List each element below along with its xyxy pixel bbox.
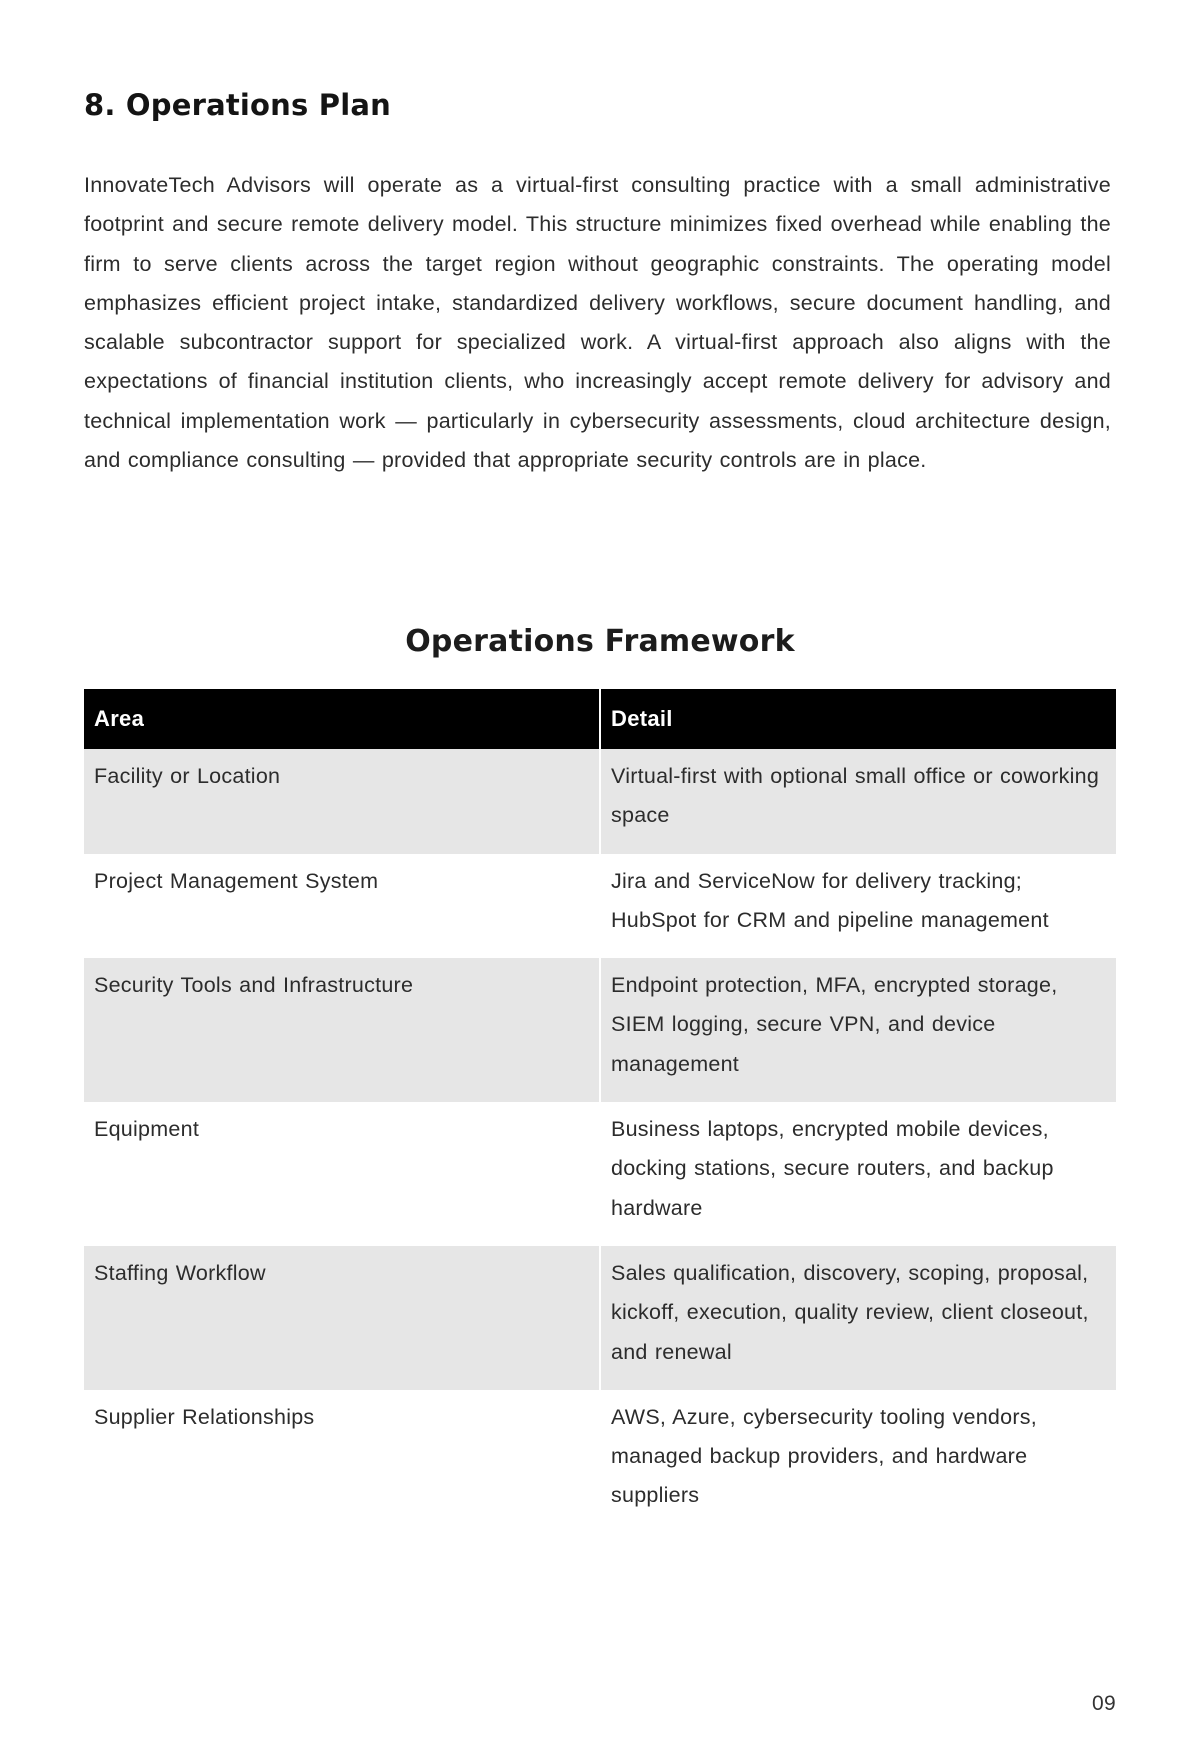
table-row <box>84 1246 1116 1390</box>
table-header-row <box>84 689 1116 749</box>
table-row <box>84 854 1116 959</box>
column-header-detail: Detail <box>600 689 1116 749</box>
detail-cell: Endpoint protection, MFA, encrypted storage, SIEM logging, secure VPN, and device management <box>600 958 1116 1102</box>
table-row <box>84 1390 1116 1534</box>
area-cell: Facility or Location <box>84 749 600 854</box>
detail-cell: Sales qualification, discovery, scoping, proposal, kickoff, execution, quality review, client closeout, and renewal <box>600 1246 1116 1390</box>
section-heading: 8. Operations Plan <box>84 88 391 122</box>
detail-cell: Jira and ServiceNow for delivery tracking; HubSpot for CRM and pipeline management <box>600 854 1116 959</box>
table-row <box>84 958 1116 1102</box>
area-cell: Security Tools and Infrastructure <box>84 958 600 1102</box>
area-cell: Equipment <box>94 1117 200 1142</box>
operations-framework-table <box>84 689 1116 1534</box>
area-cell: Project Management System <box>94 868 379 893</box>
detail-cell: AWS, Azure, cybersecurity tooling vendors, managed backup providers, and hardware suppliers <box>600 1390 1116 1534</box>
table-row <box>84 1102 1116 1246</box>
page-number: 09 <box>1092 1692 1116 1715</box>
area-cell: Staffing Workflow <box>84 1246 600 1390</box>
detail-cell: Business laptops, encrypted mobile devices, docking stations, secure routers, and backup hardware <box>600 1102 1116 1246</box>
column-header-area: Area <box>84 689 600 749</box>
detail-cell: Virtual-first with optional small office or coworking space <box>600 749 1116 854</box>
area-cell: Supplier Relationships <box>94 1404 315 1429</box>
table-row <box>84 749 1116 854</box>
intro-paragraph: InnovateTech Advisors will operate as a virtual-first consulting practice with a small administrative footprint and secure remote delivery model. This structure minimizes fixed overhead while enabling the firm to serve clients across the target region without geographic constraints. The operating model emphasizes efficient project intake, standardized delivery workflows, secure document handling, and scalable subcontractor support for specialized work. A virtual-first approach also aligns with the expectations of financial institution clients, who increasingly accept remote delivery for advisory and technical implementation work — particularly in cybersecurity assessments, cloud architecture design, and compliance consulting — provided that appropriate security controls are in place. <box>84 173 1111 473</box>
table-title: Operations Framework <box>405 624 795 659</box>
